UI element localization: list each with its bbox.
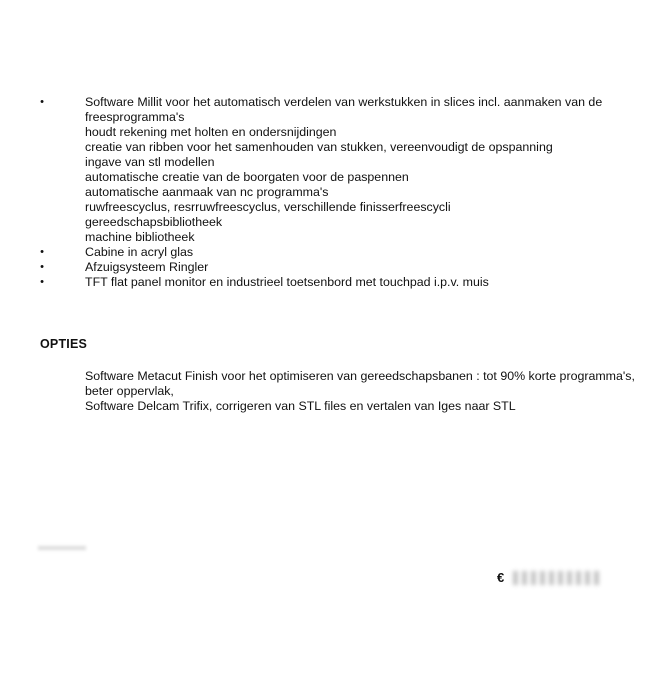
feature-line: creatie van ribben voor het samenhouden van stukken, vereenvoudigt de opspanning	[85, 140, 553, 154]
bullet-icon: •	[40, 276, 44, 288]
list-item	[0, 95, 669, 245]
feature-line: automatische aanmaak van nc programma's	[85, 185, 329, 199]
bullet-icon: •	[40, 246, 44, 258]
feature-line: Software Millit voor het automatisch verdelen van werkstukken in slices incl. aanmaken van de	[85, 95, 603, 109]
feature-line: Afzuigsysteem Ringler	[85, 260, 209, 274]
list-item	[0, 275, 669, 290]
feature-list	[0, 95, 669, 290]
feature-line: ingave van stl modellen	[85, 155, 215, 169]
scan-smudge	[38, 546, 86, 550]
options-text	[85, 369, 660, 414]
feature-line: freesprogramma's	[85, 110, 185, 124]
option-line: Software Metacut Finish voor het optimiseren van gereedschapsbanen : tot 90% korte programma's,	[85, 369, 635, 383]
option-line: Software Delcam Trifix, corrigeren van STL files en vertalen van Iges naar STL	[85, 399, 516, 413]
redacted-price	[513, 571, 603, 585]
feature-line: TFT flat panel monitor en industrieel toetsenbord met touchpad i.p.v. muis	[85, 275, 489, 289]
feature-line: ruwfreescyclus, resrruwfreescyclus, verschillende finisserfreescycli	[85, 200, 451, 214]
list-item	[0, 260, 669, 275]
feature-line: automatische creatie van de boorgaten voor de paspennen	[85, 170, 409, 184]
list-item	[0, 245, 669, 260]
euro-symbol: €	[497, 570, 505, 585]
feature-line: Cabine in acryl glas	[85, 245, 194, 259]
bullet-icon: •	[40, 261, 44, 273]
option-line: beter oppervlak,	[85, 384, 174, 398]
feature-line: gereedschapsbibliotheek	[85, 215, 223, 229]
feature-line: houdt rekening met holten en ondersnijdingen	[85, 125, 337, 139]
feature-line: machine bibliotheek	[85, 230, 195, 244]
bullet-icon: •	[40, 96, 44, 108]
options-heading: OPTIES	[40, 337, 88, 351]
